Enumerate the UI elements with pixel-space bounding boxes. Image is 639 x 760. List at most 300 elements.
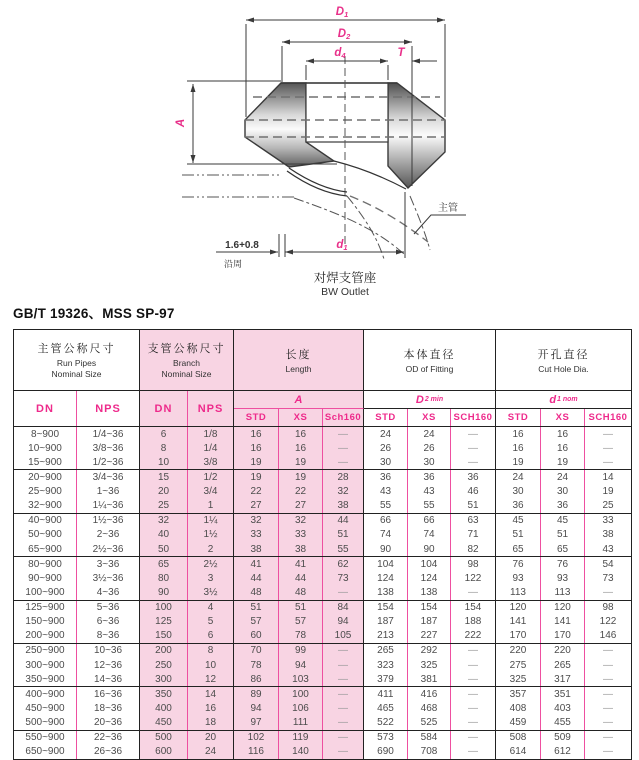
cell: 403 [541,701,585,715]
weld-note: 沿周 [223,259,243,269]
cell: 10~36 [77,644,140,658]
dim-label-D1: D1 [335,6,349,19]
cell: 140 [279,745,323,759]
header-run-dn: DN [14,391,77,426]
cell: 468 [408,701,451,715]
cell: — [451,644,496,658]
cell: 14~36 [77,672,140,686]
table-row [14,701,631,715]
cell: 15~900 [14,455,77,469]
cell: 24 [408,427,451,441]
cell: 36 [451,470,496,484]
cell: 32 [323,485,364,499]
cell: 41 [279,557,323,571]
cell: 14 [602,471,614,483]
group-od: 本体直径 OD of Fitting [364,330,496,390]
header-d1nom: d 1 nom [496,391,631,409]
run-pipe-curves [182,161,430,259]
cell: 76 [496,557,541,571]
cell: 10 [140,455,188,469]
table-row [14,499,631,513]
dim-label-d1: d1 [336,239,348,252]
cell: 28 [323,470,364,484]
cell: 1 [188,499,234,513]
caption-cn: 对焊支管座 [313,271,377,285]
cell: 73 [323,571,364,585]
table-row [14,686,631,701]
table-row [14,485,631,499]
cell: 19 [541,455,585,469]
cell: 1/2 [188,470,234,484]
cell: 89 [234,687,279,701]
cell: 104 [408,557,451,571]
cell: 509 [541,731,585,745]
cell: 379 [364,672,408,686]
cell: — [451,716,496,730]
group-branch: 支管公称尺寸 Branch Nominal Size [140,330,234,390]
cell: 65 [140,557,188,571]
cell: — [603,442,613,454]
cell: 36 [408,470,451,484]
cell: 41 [234,557,279,571]
cell: 25~900 [14,485,77,499]
cell: — [451,658,496,672]
cell: 51 [279,601,323,615]
table-row [14,455,631,469]
dim-label-A: A [175,118,187,128]
caption-en: BW Outlet [321,286,369,298]
cell: 265 [364,644,408,658]
cell: 600 [140,745,188,759]
cell: 36 [496,499,541,513]
cell: 550~900 [14,731,77,745]
cell: 16 [496,441,541,455]
cell: 82 [451,542,496,556]
cell: 125 [140,615,188,629]
cell: — [603,586,613,598]
cell: 222 [451,629,496,643]
cell: 265 [541,658,585,672]
cell: 19 [279,470,323,484]
cell: — [323,441,364,455]
cell: 26 [408,441,451,455]
cell: 65 [496,542,541,556]
cell: — [323,687,364,701]
cell: 98 [602,602,614,614]
cell: 16 [234,441,279,455]
cell: 6~36 [77,615,140,629]
cell: 104 [364,557,408,571]
cell: 317 [541,672,585,686]
cell: 111 [279,716,323,730]
cell: — [451,672,496,686]
cell: 188 [451,615,496,629]
cell: 10 [188,658,234,672]
cell: 74 [408,528,451,542]
cell: 66 [364,514,408,528]
cell: 275 [496,658,541,672]
dim-label-d4: d4 [334,47,346,60]
cell: 24 [496,470,541,484]
cell: — [323,745,364,759]
cell: 113 [541,585,585,599]
cell: 213 [364,629,408,643]
table-row [14,629,631,643]
cell: 154 [408,601,451,615]
cell: 19 [602,486,614,498]
table-row [14,513,631,528]
header-d-xs: XS [408,409,451,426]
cell: 3½ [188,585,234,599]
cell: 325 [408,658,451,672]
cell: 2½ [188,557,234,571]
cell: 250~900 [14,644,77,658]
cell: 70 [234,644,279,658]
cell: 465 [364,701,408,715]
cell: 500~900 [14,716,77,730]
cell: 57 [234,615,279,629]
cell: 2~36 [77,528,140,542]
cell: 2½~36 [77,542,140,556]
cell: 106 [279,701,323,715]
cell: 18 [188,716,234,730]
cell: 5~36 [77,601,140,615]
cell: 400~900 [14,687,77,701]
cell: 381 [408,672,451,686]
cell: 6 [188,629,234,643]
header-run-nps: NPS [77,391,140,426]
cell: 16 [496,427,541,441]
cell: 30 [408,455,451,469]
cell: 51 [234,601,279,615]
cell: 5 [188,615,234,629]
table-row [14,528,631,542]
cell: 3/4 [188,485,234,499]
cell: 30 [541,485,585,499]
cell: 74 [364,528,408,542]
cell: 16 [541,441,585,455]
cell: 24 [188,745,234,759]
cell: 16 [279,441,323,455]
cell: 19 [496,455,541,469]
header-dh-xs: XS [541,409,585,426]
cell: 22 [279,485,323,499]
cell: — [323,701,364,715]
cell: 150 [140,629,188,643]
cell: 1½ [188,528,234,542]
cell: 459 [496,716,541,730]
cell: 40 [140,528,188,542]
dim-label-D2: D2 [337,28,351,41]
cell: 98 [451,557,496,571]
cell: 3½~36 [77,571,140,585]
cell: 708 [408,745,451,759]
cell: 138 [364,585,408,599]
cell: 78 [279,629,323,643]
cell: 124 [408,571,451,585]
cell: 63 [451,514,496,528]
cell: — [323,644,364,658]
cell: 300 [140,672,188,686]
cell: 146 [599,630,617,642]
cell: 584 [408,731,451,745]
cell: 65 [541,542,585,556]
cell: 573 [364,731,408,745]
table-row [14,658,631,672]
cell: 90 [364,542,408,556]
cell: 27 [279,499,323,513]
cell: 71 [451,528,496,542]
cell: 1/8 [188,427,234,441]
table-row [14,643,631,658]
cell: 154 [451,601,496,615]
cell: 19 [234,455,279,469]
group-length: 长度 Length [234,330,364,390]
cell: 411 [364,687,408,701]
weld-dimension: 1.6+0.8 [225,240,259,251]
cell: — [603,428,613,440]
cell: 4~36 [77,585,140,599]
bw-outlet-drawing [0,0,639,300]
cell: 94 [323,615,364,629]
cell: 12~36 [77,658,140,672]
cell: 100~900 [14,585,77,599]
cell: 455 [541,716,585,730]
cell: 26~36 [77,745,140,759]
cell: 122 [451,571,496,585]
cell: 55 [323,542,364,556]
cell: 187 [408,615,451,629]
cell: — [603,456,613,468]
cell: — [451,455,496,469]
cell: 350~900 [14,672,77,686]
cell: 14 [188,687,234,701]
cell: — [323,427,364,441]
cell: 3/8~36 [77,441,140,455]
cell: 76 [541,557,585,571]
cell: 51 [323,528,364,542]
cell: 44 [279,571,323,585]
dimension-table [13,329,632,760]
cell: 408 [496,701,541,715]
table-row [14,427,631,441]
table-row [14,441,631,455]
cell: 323 [364,658,408,672]
cell: 20 [188,731,234,745]
cell: 690 [364,745,408,759]
cell: 32 [140,514,188,528]
table-row [14,615,631,629]
header-dh-sch160: SCH160 [588,412,628,423]
group-cut-hole: 开孔直径 Cut Hole Dia. [537,348,590,374]
cell: 8 [188,644,234,658]
cell: 51 [541,528,585,542]
cell: 650~900 [14,745,77,759]
cell: 16~36 [77,687,140,701]
cell: 66 [408,514,451,528]
cell: 1/4 [188,441,234,455]
cell: 8 [140,441,188,455]
cell: 36 [541,499,585,513]
cell: 30 [364,455,408,469]
cell: 44 [234,571,279,585]
cell: 120 [496,601,541,615]
cell: 32 [234,514,279,528]
cell: 2 [188,542,234,556]
cell: 43 [602,543,614,555]
table-row [14,745,631,759]
cell: 220 [496,644,541,658]
cell: 450~900 [14,701,77,715]
table-row [14,716,631,730]
cell: — [603,732,613,744]
header-branch-dn: DN [140,391,188,426]
table-body [14,427,631,759]
cell: 120 [541,601,585,615]
cell: 26 [364,441,408,455]
cell: — [603,659,613,671]
cell: 65~900 [14,542,77,556]
cell: 16 [234,427,279,441]
cell: 400 [140,701,188,715]
cell: 33 [602,515,614,527]
cell: 20~900 [14,470,77,484]
cell: 55 [364,499,408,513]
cell: 103 [279,672,323,686]
cell: 93 [541,571,585,585]
cell: 612 [541,745,585,759]
cell: 32~900 [14,499,77,513]
cell: 1½~36 [77,514,140,528]
cell: 43 [408,485,451,499]
cell: 1/4~36 [77,427,140,441]
cell: 73 [602,572,614,584]
cell: 154 [364,601,408,615]
header-d-std: STD [364,409,408,426]
cell: 522 [364,716,408,730]
cell: 86 [234,672,279,686]
cell: 102 [234,731,279,745]
cell: 150~900 [14,615,77,629]
cell: 500 [140,731,188,745]
cell: 187 [364,615,408,629]
cell: 30 [496,485,541,499]
cell: 38 [234,542,279,556]
cell: — [603,645,613,657]
cell: 40~900 [14,514,77,528]
cell: 43 [364,485,408,499]
cell: 508 [496,731,541,745]
header-a-xs: XS [279,409,323,426]
header-dh-std: STD [496,409,541,426]
cell: 45 [541,514,585,528]
cell: 292 [408,644,451,658]
cell: 20 [140,485,188,499]
cell: — [451,687,496,701]
cell: 1~36 [77,485,140,499]
cell: 80~900 [14,557,77,571]
cell: 57 [279,615,323,629]
cell: 94 [234,701,279,715]
cell: 200~900 [14,629,77,643]
cell: 138 [408,585,451,599]
table-row [14,556,631,571]
cell: 90~900 [14,571,77,585]
cell: 24 [364,427,408,441]
cell: 20~36 [77,716,140,730]
cell: 113 [496,585,541,599]
cell: 525 [408,716,451,730]
cell: 16 [279,427,323,441]
cell: 84 [323,601,364,615]
cell: 250 [140,658,188,672]
cell: 1/2~36 [77,455,140,469]
cell: 141 [541,615,585,629]
cell: 325 [496,672,541,686]
cell: 51 [451,499,496,513]
cell: — [451,745,496,759]
cell: 44 [323,514,364,528]
cell: — [451,731,496,745]
cell: 38 [279,542,323,556]
cell: 94 [279,658,323,672]
cell: 100 [279,687,323,701]
cell: 19 [234,470,279,484]
cell: 4 [188,601,234,615]
table-row [14,571,631,585]
cell: 170 [541,629,585,643]
cell: 170 [496,629,541,643]
cell: 55 [408,499,451,513]
header-D2min: D 2 min [364,391,496,409]
standard-title: GB/T 19326、MSS SP-97 [13,306,175,321]
cell: 33 [234,528,279,542]
cell: 38 [602,529,614,541]
cell: 51 [496,528,541,542]
cell: — [451,585,496,599]
cell: 22~36 [77,731,140,745]
cell: — [603,717,613,729]
cell: 8~900 [14,427,77,441]
cell: 22 [234,485,279,499]
cell: 90 [408,542,451,556]
cell: 12 [188,672,234,686]
cell: 48 [234,585,279,599]
cell: 78 [234,658,279,672]
table-row [14,730,631,745]
cell: — [603,746,613,758]
table-group-header [14,330,631,391]
cell: 50~900 [14,528,77,542]
cell: 357 [496,687,541,701]
cell: 25 [140,499,188,513]
group-run-pipes: 主管公称尺寸 Run Pipes Nominal Size [14,330,140,390]
cell: 3 [188,571,234,585]
cell: 3/8 [188,455,234,469]
cell: 33 [279,528,323,542]
cell: 100 [140,601,188,615]
cell: 36 [364,470,408,484]
cell: — [323,585,364,599]
cell: 32 [279,514,323,528]
cell: 116 [234,745,279,759]
cell: — [323,455,364,469]
cell: 46 [451,485,496,499]
cell: — [451,441,496,455]
cell: — [603,702,613,714]
cell: 38 [323,499,364,513]
cell: 10~900 [14,441,77,455]
